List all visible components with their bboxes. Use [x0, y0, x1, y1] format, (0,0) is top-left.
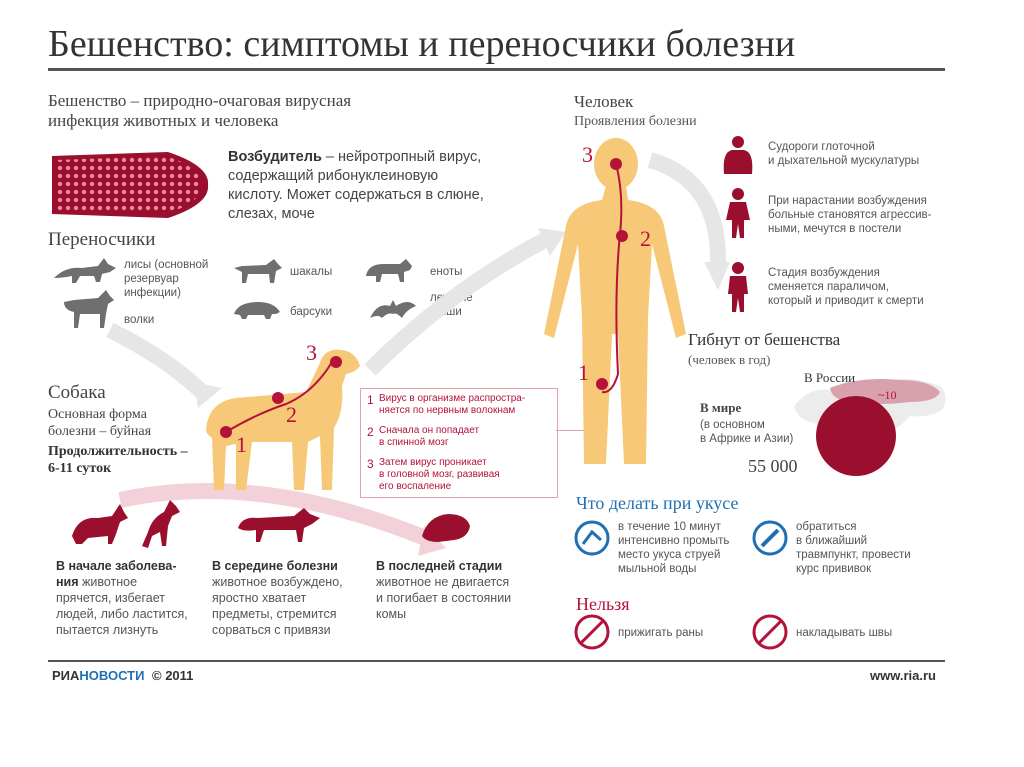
world-value: 55 000 [748, 456, 798, 476]
footer-copyright: © 2011 [152, 668, 194, 683]
todo-item-2: обратиться в ближайший травмпункт, провести курс прививок [796, 521, 911, 575]
russia-value: ~10 [878, 388, 897, 402]
wash-icon [574, 520, 610, 556]
world-note: (в основном в Африке и Азии) [700, 419, 794, 445]
human-point-2: 2 [640, 226, 651, 251]
dog-stage-3-text: В последней стадии животное не двигается и погибает в состоянии комы [376, 559, 512, 621]
human-figure [540, 134, 690, 472]
dog-point-3: 3 [306, 340, 317, 365]
symptom-2: При нарастании возбуждения больные становятся агрессив- ными, мечутся в постели [768, 195, 932, 235]
dog-point-2: 2 [286, 402, 297, 427]
step-3-text: Затем вирус проникает в головной мозг, развивая его воспаление [379, 457, 500, 492]
dog-stage-3-icon [418, 508, 474, 544]
dog-heading: Собака [48, 382, 106, 403]
carrier-foxes: лисы (основной резервуар инфекции) [124, 259, 209, 299]
dog-duration-label: Продолжительность – [48, 444, 188, 459]
carrier-wolves: волки [124, 314, 155, 326]
paralysis-icon [718, 260, 758, 314]
symptom-1: Судороги глоточной и дыхательной мускулатуры [768, 141, 920, 167]
syringe-icon [752, 520, 788, 556]
carrier-raccoons: еноты [430, 266, 463, 278]
step-1-num: 1 [367, 393, 374, 407]
deaths-heading: Гибнут от бешенства [688, 330, 841, 349]
dog-stage-1-text: В начале заболева- ния животное прячется, избегает людей, либо ластится, пытается лизнуть [56, 559, 188, 637]
pathogen-label: Возбудитель [228, 149, 322, 165]
human-point-1: 1 [578, 360, 589, 385]
human-subheading: Проявления болезни [574, 114, 697, 129]
step-3-num: 3 [367, 457, 374, 471]
footer-divider [48, 660, 945, 662]
no-cauterize-icon [574, 614, 610, 650]
forbidden-item-1: прижигать раны [618, 627, 704, 639]
dog-form: Основная форма болезни – буйная [48, 407, 152, 439]
human-heading: Человек [574, 92, 634, 111]
dog-duration-value: 6-11 суток [48, 461, 112, 476]
dog-stage-2-text: В середине болезни животное возбуждено, яростно хватает предметы, стремится сорваться с привязи [212, 559, 343, 637]
deaths-subheading: (человек в год) [688, 352, 771, 367]
human-point-3: 3 [582, 142, 593, 167]
dog-stage-1-icon [68, 496, 188, 554]
pathogen-text: – нейротропный вирус, содержащий рибонуклеиновую кислоту. Может содержаться в слюне, слезах, моче [228, 149, 484, 222]
todo-heading: Что делать при укусе [576, 493, 739, 513]
page-title: Бешенство: симптомы и переносчики болезни [48, 23, 796, 65]
step-1-text: Вирус в организме распростра- няется по нервным волокнам [379, 393, 526, 416]
dog-stage-2-icon [234, 506, 330, 550]
todo-item-1: в течение 10 минут интенсивно промыть место укуса струей мыльной воды [618, 521, 730, 575]
step-2-text: Сначала он попадает в спинной мозг [379, 425, 480, 448]
dog-point-1: 1 [236, 432, 247, 457]
forbidden-heading: Нельзя [576, 594, 630, 614]
footer-brand: РИАНОВОСТИ [52, 668, 145, 683]
footer-url[interactable]: www.ria.ru [870, 668, 936, 683]
lungs-icon [718, 134, 758, 176]
agitated-person-icon [718, 186, 758, 240]
virus-steps-box [360, 388, 558, 498]
symptom-3: Стадия возбуждения сменяется параличом, который и приводит к смерти [768, 267, 924, 307]
russia-label: В России [804, 370, 856, 385]
carrier-badgers: барсуки [290, 306, 333, 318]
carrier-bats: летучие мыши [430, 292, 473, 318]
forbidden-item-2: накладывать швы [796, 627, 893, 639]
carriers-heading: Переносчики [48, 229, 156, 250]
carrier-jackals: шакалы [290, 266, 333, 278]
world-label: В мире [700, 400, 742, 415]
step-2-num: 2 [367, 425, 374, 439]
intro-text: Бешенство – природно-очаговая вирусная инфекция животных и человека [48, 91, 352, 130]
no-stitches-icon [752, 614, 788, 650]
dog-figure [196, 340, 366, 498]
